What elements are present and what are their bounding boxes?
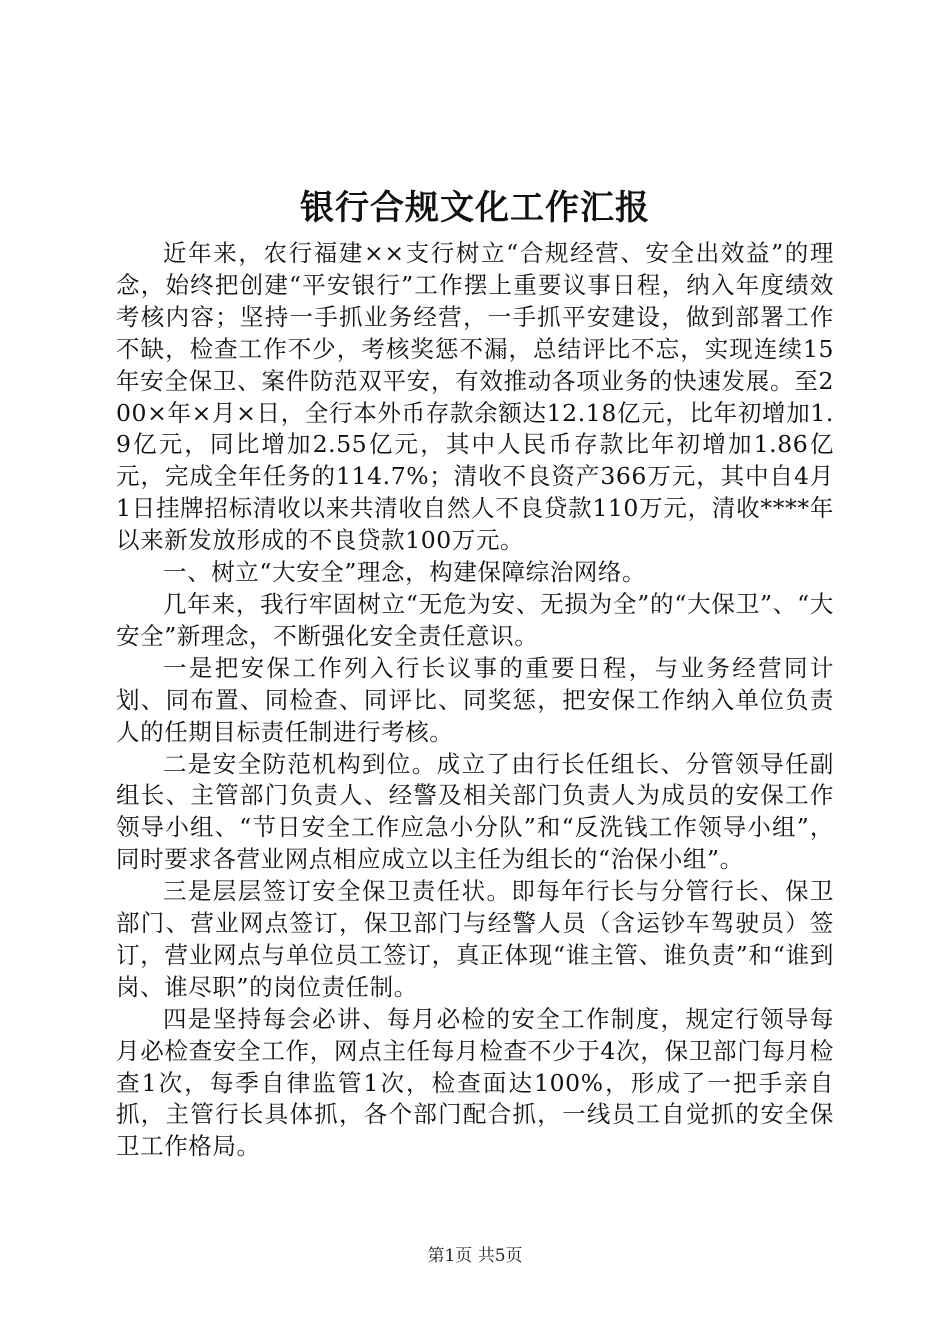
paragraph-section-1-lead: 几年来，我行牢固树立“无危为安、无损为全”的“大保卫”、“大安全”新理念，不断强化安全责任意识。 xyxy=(116,589,834,650)
paragraph-point-4: 四是坚持每会必讲、每月必检的安全工作制度，规定行领导每月必检查安全工作，网点主任每月检查不少于4次，保卫部门每月检查1次，每季自律监管1次，检查面达100%，形成了一把手亲自抓，主管行长具体抓，各个部门配合抓，一线员工自觉抓的安全保卫工作格局。 xyxy=(116,1004,834,1161)
paragraph-point-2: 二是安全防范机构到位。成立了由行长任组长、分管领导任副组长、主管部门负责人、经警及相关部门负责人为成员的安保工作领导小组、“节日安全工作应急小分队”和“反洗钱工作领导小组”，同时要求各营业网点相应成立以主任为组长的“治保小组”。 xyxy=(116,749,834,874)
page-footer: 第1页 共5页 xyxy=(427,1246,523,1266)
document-title: 银行合规文化工作汇报 xyxy=(300,188,650,228)
section-heading-1: 一、树立“大安全”理念，构建保障综治网络。 xyxy=(163,558,647,587)
document-body xyxy=(116,238,834,1163)
paragraph-intro: 近年来，农行福建××支行树立“合规经营、安全出效益”的理念，始终把创建“平安银行”工作摆上重要议事日程，纳入年度绩效考核内容；坚持一手抓业务经营，一手抓平安建设，做到部署工作不缺，检查工作不少，考核奖惩不漏，总结评比不忘，实现连续15年安全保卫、案件防范双平安，有效推动各项业务的快速发展。至200×年×月×日，全行本外币存款余额达12.18亿元，比年初增加1.9亿元，同比增加2.55亿元，其中人民币存款比年初增加1.86亿元，完成全年任务的114.7%；清收不良资产366万元，其中自4月1日挂牌招标清收以来共清收自然人不良贷款110万元，清收****年以来新发放形成的不良贷款100万元。 xyxy=(116,239,834,555)
paragraph-point-1: 一是把安保工作列入行长议事的重要日程，与业务经营同计划、同布置、同检查、同评比、同奖惩，把安保工作纳入单位负责人的任期目标责任制进行考核。 xyxy=(116,653,834,746)
paragraph-point-3: 三是层层签订安全保卫责任状。即每年行长与分管行长、保卫部门、营业网点签订，保卫部门与经警人员（含运钞车驾驶员）签订，营业网点与单位员工签订，真正体现“谁主管、谁负责”和“谁到岗、谁尽职”的岗位责任制。 xyxy=(116,877,834,1001)
